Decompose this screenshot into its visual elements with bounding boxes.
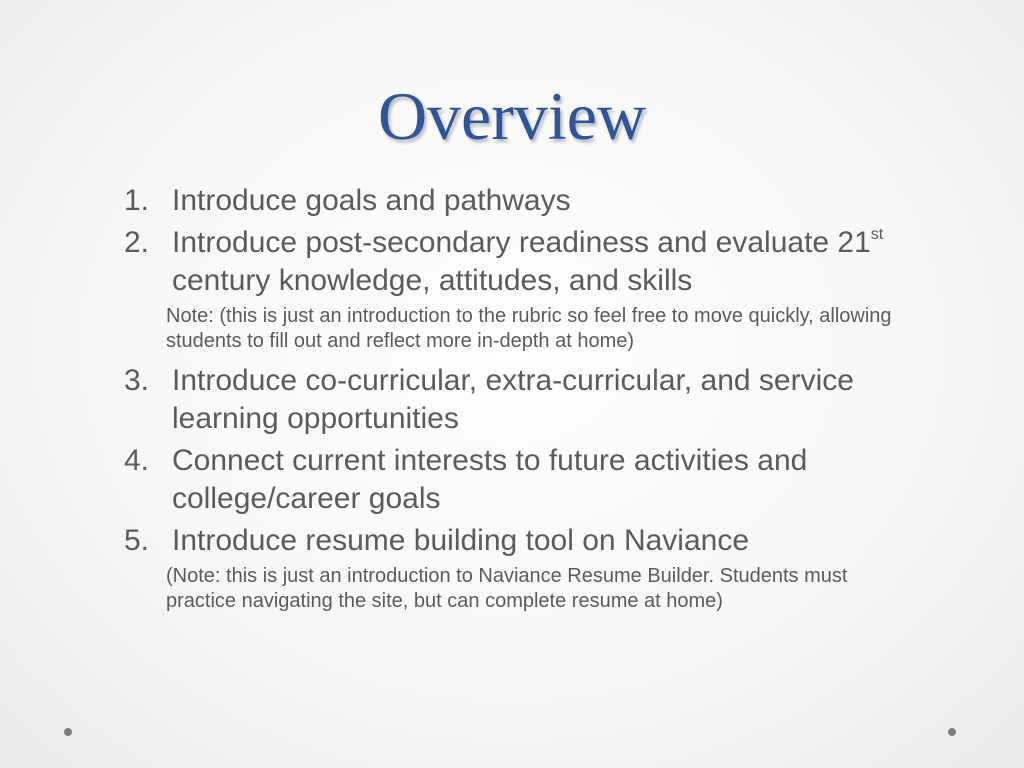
list-item [120, 362, 920, 438]
item-superscript: st [870, 226, 884, 243]
list-item [120, 224, 920, 300]
note-text: (Note: this is just an introduction to Naviance Resume Builder. Students must practice navigating the site, but can complete resume at home) [166, 565, 848, 612]
decorative-dot-left [64, 728, 72, 736]
item-number: 1. [124, 184, 150, 217]
list-item [120, 442, 920, 518]
list-item [120, 522, 920, 560]
overview-list [120, 182, 920, 622]
item-number: 4. [124, 444, 150, 477]
item-text: Connect current interests to future activities and college/career goals [172, 444, 808, 515]
slide-title: Overview [377, 78, 647, 154]
item-number: 5. [124, 524, 150, 557]
item-number: 3. [124, 364, 150, 397]
item-text-before: Introduce post-secondary readiness and evaluate 21 [172, 226, 871, 259]
note-text: Note: (this is just an introduction to the rubric so feel free to move quickly, allowing students to fill out and reflect more in-depth at home) [166, 305, 892, 352]
item-text: Introduce resume building tool on Naviance [172, 524, 750, 557]
decorative-dot-right [948, 728, 956, 736]
item-text: Introduce goals and pathways [172, 184, 571, 217]
item-text: Introduce co-curricular, extra-curricular, and service learning opportunities [172, 364, 854, 435]
item-number: 2. [124, 226, 150, 259]
item-text-after: century knowledge, attitudes, and skills [172, 264, 693, 297]
list-item [120, 182, 920, 220]
